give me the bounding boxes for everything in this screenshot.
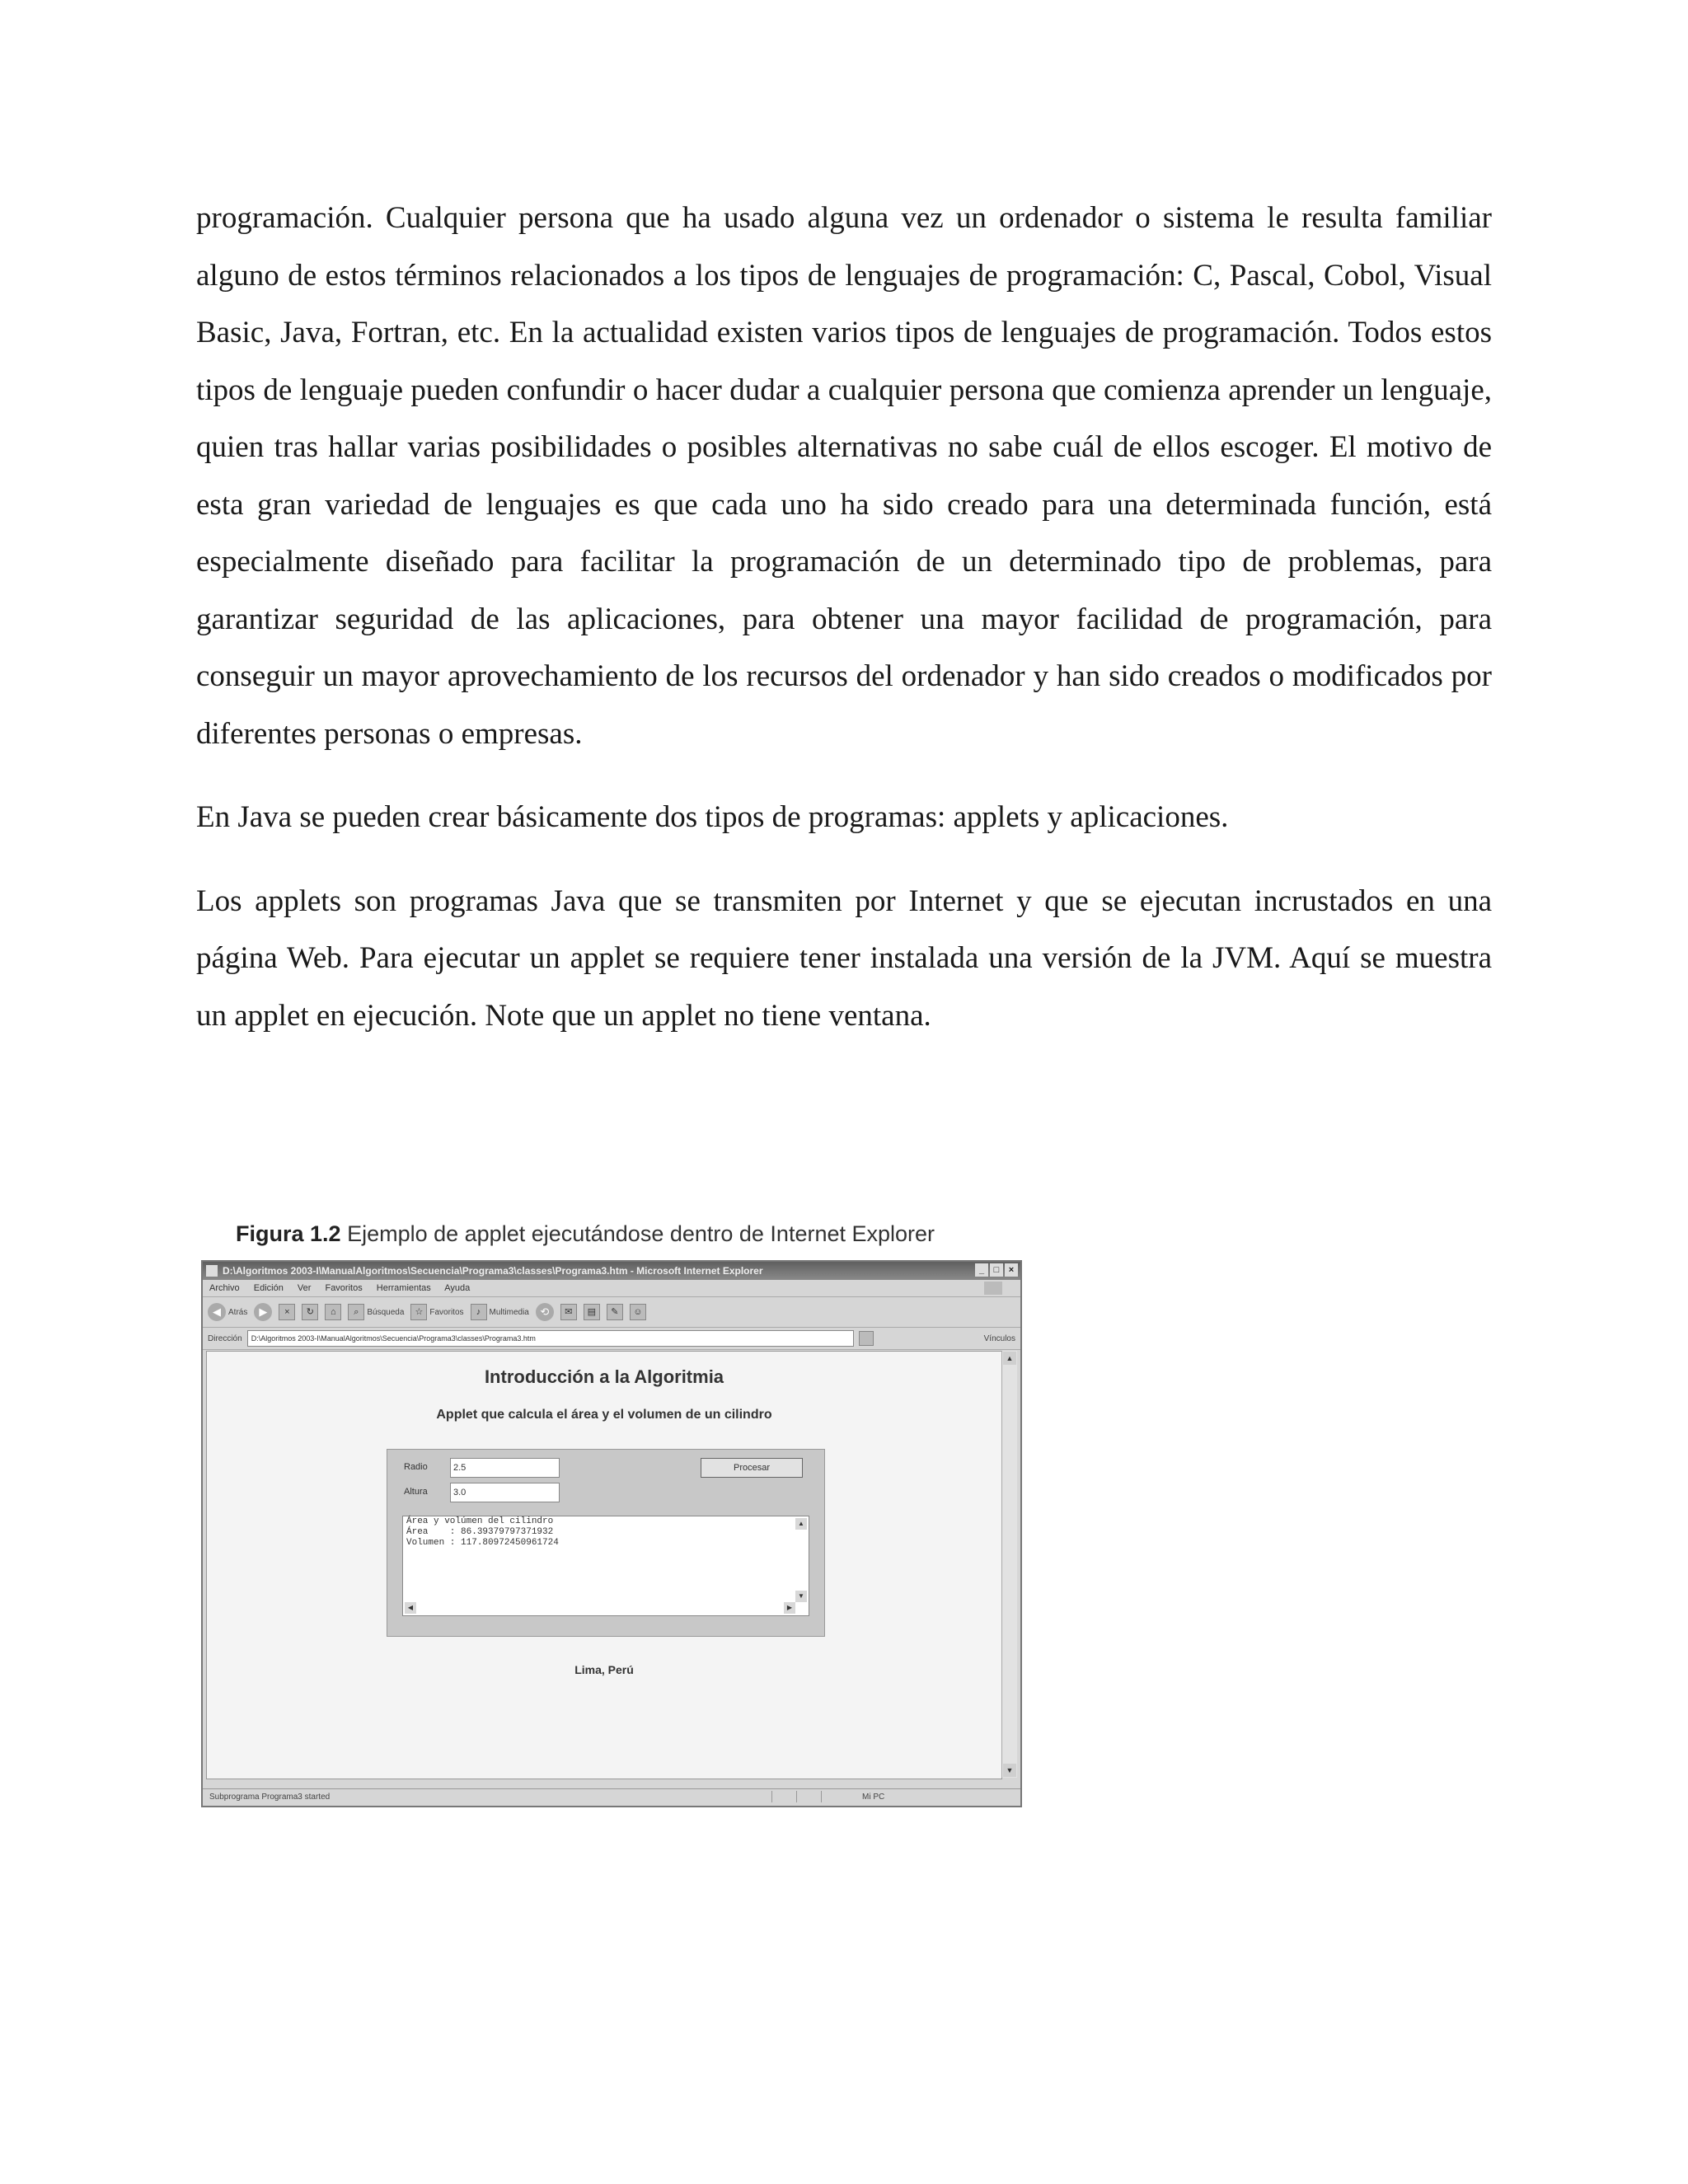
status-zone: Mi PC xyxy=(862,1793,885,1802)
ie-window-icon xyxy=(206,1265,218,1277)
figure-1-2 xyxy=(201,1221,1024,1807)
scroll-up-icon: ▲ xyxy=(795,1518,807,1530)
close-icon: × xyxy=(1005,1263,1018,1277)
paragraph-3: Los applets son programas Java que se transmiten por Internet y que se ejecutan incrustados en una página Web. Para ejecutar un applet se requiere tener instalada una versión de la JVM. Aquí se muestra un applet en ejecución. Note que un applet no tiene ventana. xyxy=(196,883,1492,1033)
status-cell xyxy=(771,1791,787,1802)
multimedia-button: ♪ Multimedia xyxy=(471,1304,529,1320)
status-cell xyxy=(821,1791,837,1802)
menu-favoritos: Favoritos xyxy=(325,1283,363,1293)
back-button: ◀ Atrás xyxy=(208,1303,247,1321)
browser-title-bar xyxy=(203,1262,1020,1280)
applet-page-footer: Lima, Perú xyxy=(574,1663,634,1676)
paragraph-1: programación. Cualquier persona que ha usado alguna vez un ordenador o sistema le resulta familiar alguno de estos términos relacionados a los tipos de lenguajes de programación: C, Pascal, Cobol, Visual Basic, Java, Fortran, etc. En la actualidad existen varios tipos de lenguajes de programación. Todos estos tipos de lenguaje pueden confundir o hacer dudar a cualquier persona que comienza aprender un lenguaje, quien tras hallar varias posibilidades o posibles alternativas no sabe cuál de ellos escoger. El motivo de esta gran variedad de lenguajes es que cada uno ha sido creado para una determinada función, está especialmente diseñado para facilitar la programación de un determinado tipo de problemas, para garantizar seguridad de las aplicaciones, para obtener una mayor facilidad de programación, para conseguir un mayor aprovechamiento de los recursos del ordenador y han sido creados o modificados por diferentes personas o empresas. xyxy=(196,201,1492,751)
address-bar xyxy=(203,1328,1020,1350)
page-scroll-up-icon: ▲ xyxy=(1003,1352,1016,1365)
browser-page-content xyxy=(206,1351,1002,1779)
window-controls xyxy=(975,1263,1018,1277)
browser-menu-bar xyxy=(203,1280,1020,1297)
altura-field: 3.0 xyxy=(450,1483,560,1502)
media-icon: ♪ xyxy=(471,1304,487,1320)
figure-label: Figura 1.2 xyxy=(236,1221,341,1246)
minimize-icon: _ xyxy=(975,1263,988,1277)
applet-page-subheading: Applet que calcula el área y el volumen de un cilindro xyxy=(436,1408,772,1422)
scroll-right-icon: ▶ xyxy=(784,1602,795,1614)
body-text xyxy=(196,190,1492,1044)
result-line-1: Área y volúmen del cilindro xyxy=(406,1516,554,1526)
browser-title: D:\Algoritmos 2003-I\ManualAlgoritmos\Secuencia\Programa3\classes\Programa3.htm - Microsoft Internet Explorer xyxy=(223,1265,763,1277)
applet-page-heading: Introducción a la Algoritmia xyxy=(484,1366,724,1387)
radio-field: 2.5 xyxy=(450,1458,560,1478)
browser-screenshot xyxy=(201,1260,1022,1807)
figure-caption-text: Ejemplo de applet ejecutándose dentro de Internet Explorer xyxy=(347,1221,935,1246)
status-cell xyxy=(796,1791,812,1802)
result-line-2: Área : 86.39379797371932 xyxy=(406,1527,554,1537)
applet-panel xyxy=(387,1449,825,1637)
forward-arrow-icon: ▶ xyxy=(254,1303,272,1321)
scroll-left-icon: ◀ xyxy=(405,1602,416,1614)
menu-herramientas: Herramientas xyxy=(376,1283,431,1293)
result-line-3: Volumen : 117.80972450961724 xyxy=(406,1538,559,1548)
history-icon: ⟲ xyxy=(536,1303,554,1321)
status-message: Subprograma Programa3 started xyxy=(209,1793,331,1802)
search-icon: ⌕ xyxy=(348,1304,364,1320)
page-scrollbar xyxy=(1001,1351,1017,1778)
page-scroll-down-icon: ▼ xyxy=(1003,1764,1016,1777)
links-label: Vínculos xyxy=(983,1333,1015,1343)
paragraph-2: En Java se pueden crear básicamente dos tipos de programas: applets y aplicaciones. xyxy=(196,800,1229,834)
back-arrow-icon: ◀ xyxy=(208,1303,226,1321)
scroll-down-icon: ▼ xyxy=(795,1591,807,1602)
browser-toolbar xyxy=(203,1297,1020,1328)
figure-caption xyxy=(236,1221,1024,1247)
go-arrow-icon xyxy=(859,1331,874,1346)
favorites-button: ☆ Favoritos xyxy=(410,1304,463,1320)
radio-label: Radio xyxy=(404,1462,428,1472)
forward-button xyxy=(254,1303,272,1321)
menu-archivo: Archivo xyxy=(209,1283,240,1293)
home-icon: ⌂ xyxy=(325,1304,341,1320)
refresh-icon: ↻ xyxy=(302,1304,318,1320)
search-button: ⌕ Búsqueda xyxy=(348,1304,404,1320)
messenger-icon: ☺ xyxy=(630,1304,646,1320)
maximize-icon: □ xyxy=(990,1263,1003,1277)
windows-logo-icon xyxy=(984,1282,1002,1295)
star-icon: ☆ xyxy=(410,1304,427,1320)
result-textarea xyxy=(402,1516,809,1616)
print-icon: ▤ xyxy=(584,1304,600,1320)
menu-ayuda: Ayuda xyxy=(444,1283,471,1293)
procesar-button: Procesar xyxy=(701,1458,803,1478)
menu-ver: Ver xyxy=(297,1283,312,1293)
menu-edicion: Edición xyxy=(253,1283,284,1293)
edit-icon: ✎ xyxy=(607,1304,623,1320)
address-field: D:\Algoritmos 2003-I\ManualAlgoritmos\Secuencia\Programa3\classes\Programa3.htm xyxy=(247,1330,854,1347)
status-bar xyxy=(203,1788,1020,1806)
stop-icon: × xyxy=(279,1304,295,1320)
mail-icon: ✉ xyxy=(560,1304,577,1320)
address-label: Dirección xyxy=(208,1333,242,1343)
altura-label: Altura xyxy=(404,1487,428,1497)
